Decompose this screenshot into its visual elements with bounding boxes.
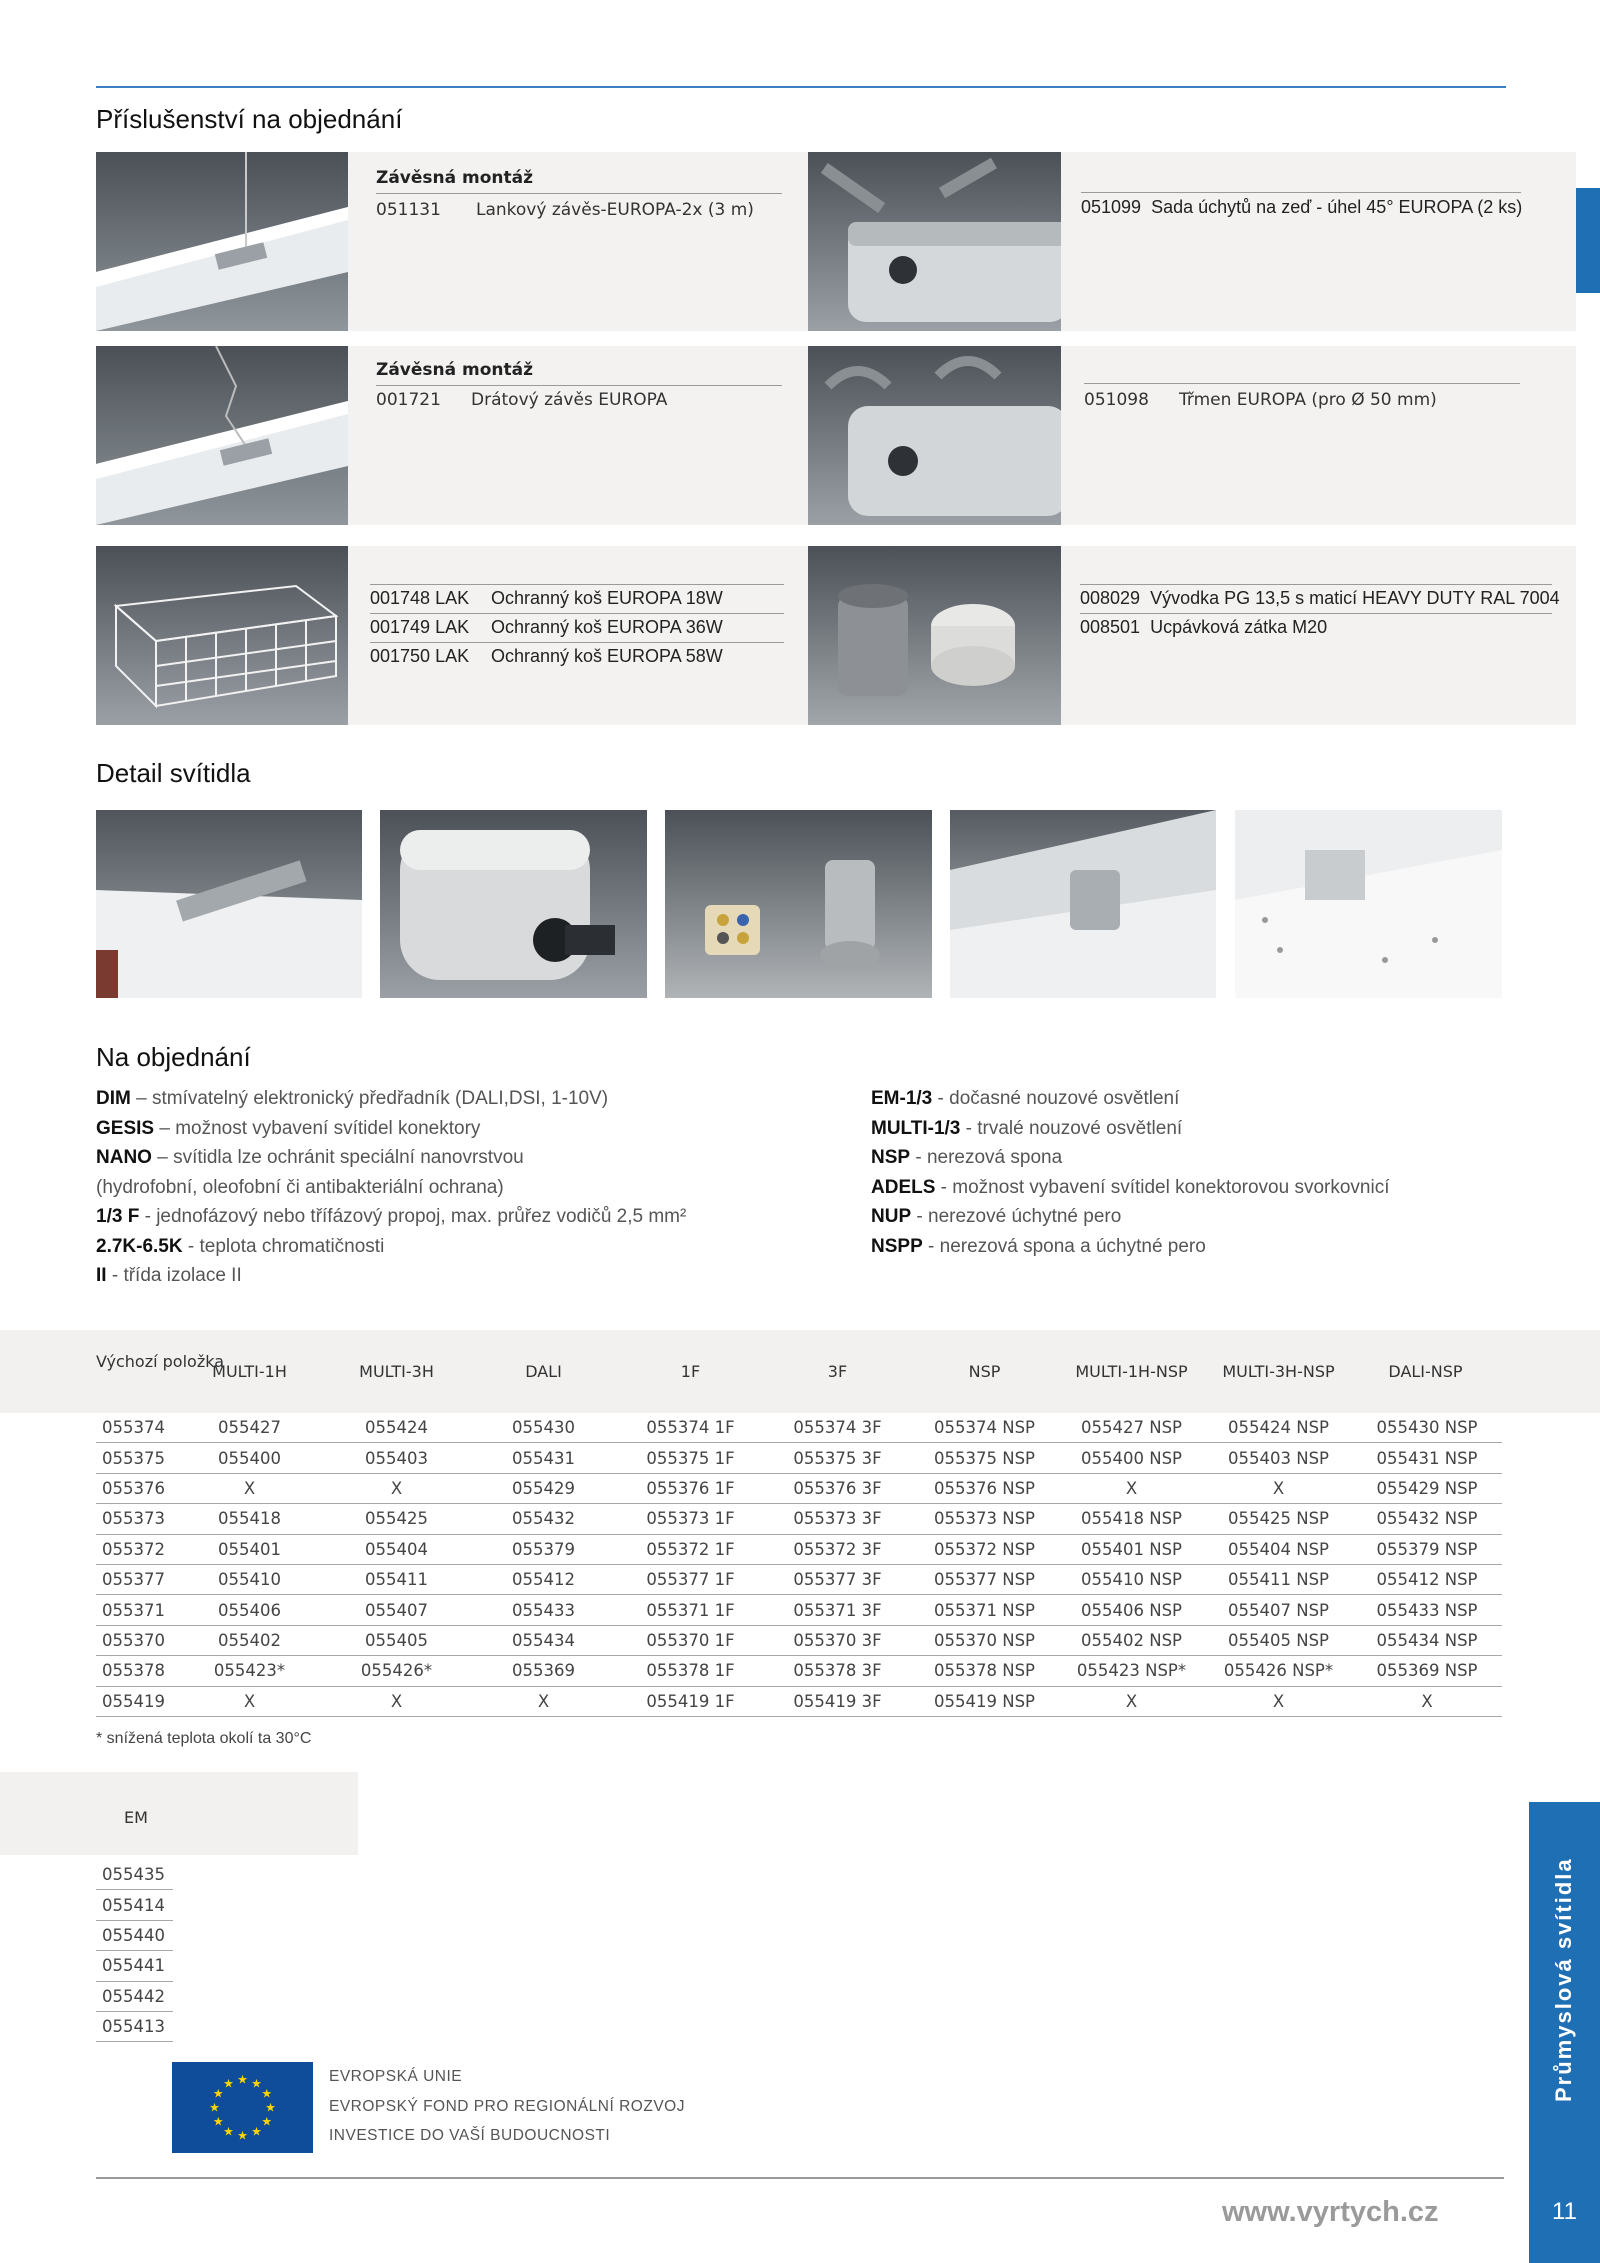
table-cell: 055426*	[323, 1656, 470, 1686]
suspension-wire-photo	[96, 346, 348, 525]
eu-star: ★	[237, 2128, 248, 2143]
table-cell: 055426 NSP*	[1205, 1656, 1352, 1686]
product-table	[96, 1413, 1502, 1717]
table-cell: 055370	[96, 1625, 176, 1655]
table-cell: X	[1058, 1686, 1205, 1716]
table-cell: 055374 3F	[764, 1413, 911, 1443]
table-cell: X	[1352, 1686, 1502, 1716]
table-cell: 055410	[176, 1564, 323, 1594]
em-cell: 055435	[96, 1860, 173, 1890]
table-cell: 055370 3F	[764, 1625, 911, 1655]
bracket-photo	[808, 346, 1061, 525]
table-cell: 055372 3F	[764, 1534, 911, 1564]
table-cell: 055374 NSP	[911, 1413, 1058, 1443]
table-cell: 055430	[470, 1413, 617, 1443]
gland-name: Vývodka PG 13,5 s maticí HEAVY DUTY RAL 7004	[1150, 588, 1560, 608]
legend-item: II - třída izolace II	[96, 1265, 242, 1286]
table-cell: 055369 NSP	[1352, 1656, 1502, 1686]
em-header: EM	[124, 1808, 148, 1827]
table-cell: 055371 NSP	[911, 1595, 1058, 1625]
bracket-name: Třmen EUROPA (pro Ø 50 mm)	[1179, 390, 1437, 410]
suspension1-item	[376, 200, 754, 220]
table-cell: 055427	[176, 1413, 323, 1443]
table-cell: 055410 NSP	[1058, 1564, 1205, 1594]
table-cell: 055376 3F	[764, 1473, 911, 1503]
table-cell: X	[176, 1686, 323, 1716]
legend-item: NANO – svítidla lze ochránit speciální nanovrstvou	[96, 1147, 524, 1168]
side-category-label: Průmyslová svítidla	[1551, 1857, 1576, 2102]
eu-star: ★	[251, 2076, 262, 2091]
table-cell: 055423*	[176, 1656, 323, 1686]
table-cell: 055403	[323, 1443, 470, 1473]
table-cell: 055370 NSP	[911, 1625, 1058, 1655]
table-cell: 055371	[96, 1595, 176, 1625]
table-cell: 055434	[470, 1625, 617, 1655]
table-cell: 055375	[96, 1443, 176, 1473]
table-cell: X	[323, 1473, 470, 1503]
table-cell: X	[1058, 1473, 1205, 1503]
eu-flag	[172, 2062, 313, 2153]
table-cell: X	[470, 1686, 617, 1716]
table-cell: 055402	[176, 1625, 323, 1655]
detail-photo-latch	[950, 810, 1216, 998]
table-cell: 055378 1F	[617, 1656, 764, 1686]
baskets-list	[370, 584, 784, 671]
table-cell: 055378	[96, 1656, 176, 1686]
legend-item: DIM – stmívatelný elektronický předřadník (DALI,DSI, 1-10V)	[96, 1088, 609, 1109]
table-cell: 055425	[323, 1504, 470, 1534]
table-cell: 055376 1F	[617, 1473, 764, 1503]
table-cell: 055377 NSP	[911, 1564, 1058, 1594]
detail-photo-connector	[665, 810, 932, 998]
table-cell: 055374	[96, 1413, 176, 1443]
table-cell: 055374 1F	[617, 1413, 764, 1443]
table-cell: 055432 NSP	[1352, 1504, 1502, 1534]
basket-code: 001750 LAK	[370, 646, 470, 666]
table-cell: 055372	[96, 1534, 176, 1564]
table-cell: 055406 NSP	[1058, 1595, 1205, 1625]
table-row	[96, 1595, 1502, 1625]
table-cell: 055423 NSP*	[1058, 1656, 1205, 1686]
table-header-cell: MULTI-3H-NSP	[1222, 1362, 1335, 1381]
table-cell: 055376 NSP	[911, 1473, 1058, 1503]
table-header-cell: MULTI-3H	[359, 1362, 434, 1381]
table-cell: 055403 NSP	[1205, 1443, 1352, 1473]
eu-star: ★	[223, 2124, 234, 2139]
basket-item	[370, 643, 784, 671]
table-cell: 055407 NSP	[1205, 1595, 1352, 1625]
table-header-cell: 3F	[827, 1362, 848, 1381]
table-cell: 055419 3F	[764, 1686, 911, 1716]
legend-item: 2.7K-6.5K - teplota chromatičnosti	[96, 1235, 385, 1257]
gland-item	[1080, 614, 1552, 642]
table-cell: 055373	[96, 1504, 176, 1534]
table-cell: 055424	[323, 1413, 470, 1443]
table-row	[96, 1413, 1502, 1443]
table-cell: 055411 NSP	[1205, 1564, 1352, 1594]
wallset-name: Sada úchytů na zeď - úhel 45° EUROPA (2 ks)	[1151, 197, 1523, 217]
table-cell: 055373 NSP	[911, 1504, 1058, 1534]
table-cell: 055418	[176, 1504, 323, 1534]
table-cell: 055377 1F	[617, 1564, 764, 1594]
legend-item: (hydrofobní, oleofobní či antibakteriální ochrana)	[96, 1176, 504, 1198]
gland-code: 008501	[1080, 617, 1141, 637]
table-cell: X	[1205, 1473, 1352, 1503]
table-header-cell: MULTI-1H	[212, 1362, 287, 1381]
table-header-cell: 1F	[680, 1362, 701, 1381]
suspension1-code: 051131	[376, 200, 441, 220]
table-cell: 055372 1F	[617, 1534, 764, 1564]
table-cell: 055372 NSP	[911, 1534, 1058, 1564]
table-cell: 055371 1F	[617, 1595, 764, 1625]
table-cell: 055424 NSP	[1205, 1413, 1352, 1443]
table-cell: 055412 NSP	[1352, 1564, 1502, 1594]
bracket-item	[1084, 383, 1520, 410]
table-cell: 055402 NSP	[1058, 1625, 1205, 1655]
eu-star: ★	[251, 2124, 262, 2139]
table-header-cell: Výchozí položka	[96, 1352, 225, 1371]
eu-star: ★	[261, 2114, 273, 2129]
basket-name: Ochranný koš EUROPA 36W	[491, 617, 723, 637]
eu-star: ★	[237, 2072, 248, 2087]
table-cell: X	[1205, 1686, 1352, 1716]
detail-photo-endcap	[380, 810, 647, 998]
table-cell: 055407	[323, 1595, 470, 1625]
table-row	[96, 1473, 1502, 1503]
table-cell: 055371 3F	[764, 1595, 911, 1625]
table-cell: 055429 NSP	[1352, 1473, 1502, 1503]
wall-bracket-photo	[808, 152, 1061, 331]
table-cell: 055370 1F	[617, 1625, 764, 1655]
basket-code: 001748 LAK	[370, 588, 470, 608]
table-cell: 055431	[470, 1443, 617, 1473]
gland-item	[1080, 585, 1560, 614]
table-cell: 055401 NSP	[1058, 1534, 1205, 1564]
table-cell: 055429	[470, 1473, 617, 1503]
table-cell: 055404 NSP	[1205, 1534, 1352, 1564]
suspension1-name: Lankový závěs-EUROPA-2x (3 m)	[476, 200, 754, 220]
table-row	[96, 1443, 1502, 1473]
table-cell: 055433 NSP	[1352, 1595, 1502, 1625]
em-cell: 055414	[96, 1890, 173, 1920]
eu-star: ★	[209, 2100, 220, 2115]
table-cell: 055375 1F	[617, 1443, 764, 1473]
suspension1-group: Závěsná montáž	[376, 168, 782, 194]
table-header-cell: MULTI-1H-NSP	[1075, 1362, 1188, 1381]
suspension2-code: 001721	[376, 390, 441, 410]
em-table	[96, 1860, 173, 2042]
em-row	[96, 1951, 173, 1981]
table-row	[96, 1656, 1502, 1686]
table-header-cell: NSP	[968, 1362, 1001, 1381]
em-row	[96, 1860, 173, 1890]
legend-item: GESIS – možnost vybavení svítidel konektory	[96, 1117, 481, 1139]
basket-name: Ochranný koš EUROPA 18W	[491, 588, 723, 608]
table-cell: X	[323, 1686, 470, 1716]
cable-gland-photo	[808, 546, 1061, 725]
table-cell: 055419 NSP	[911, 1686, 1058, 1716]
table-cell: 055404	[323, 1534, 470, 1564]
eu-line: EVROPSKÁ UNIE	[329, 2068, 463, 2085]
em-row	[96, 1981, 173, 2011]
website-url[interactable]: www.vyrtych.cz	[1222, 2196, 1439, 2228]
table-cell: 055378 3F	[764, 1656, 911, 1686]
basket-item	[370, 585, 784, 614]
eu-text	[329, 2062, 685, 2151]
order-title: Na objednání	[96, 1042, 251, 1072]
em-row	[96, 1890, 173, 1920]
bracket-code: 051098	[1084, 390, 1149, 410]
table-row	[96, 1564, 1502, 1594]
table-cell: 055401	[176, 1534, 323, 1564]
glands-list	[1080, 584, 1560, 642]
table-row	[96, 1504, 1502, 1534]
legend-item: NUP - nerezové úchytné pero	[871, 1206, 1122, 1227]
detail-photo-clip	[96, 810, 362, 998]
em-row	[96, 2011, 173, 2041]
eu-star: ★	[265, 2100, 276, 2115]
table-cell: 055406	[176, 1595, 323, 1625]
table-cell: 055430 NSP	[1352, 1413, 1502, 1443]
legend-item: ADELS - možnost vybavení svítidel konektorovou svorkovnicí	[871, 1176, 1390, 1198]
top-divider	[96, 86, 1506, 88]
suspension-cable-photo	[96, 152, 348, 331]
table-row	[96, 1686, 1502, 1716]
basket-name: Ochranný koš EUROPA 58W	[491, 646, 723, 666]
legend-item: EM-1/3 - dočasné nouzové osvětlení	[871, 1088, 1180, 1109]
suspension2-item	[376, 390, 667, 410]
basket-item	[370, 614, 784, 643]
table-header-cell: DALI-NSP	[1388, 1362, 1463, 1381]
detail-photo-interior	[1235, 810, 1502, 998]
legend-item: 1/3 F - jednofázový nebo třífázový propoj, max. průřez vodičů 2,5 mm²	[96, 1206, 687, 1227]
suspension2-group: Závěsná montáž	[376, 360, 782, 386]
table-cell: 055418 NSP	[1058, 1504, 1205, 1534]
legend-item: MULTI-1/3 - trvalé nouzové osvětlení	[871, 1117, 1183, 1139]
table-cell: 055412	[470, 1564, 617, 1594]
table-footnote: * snížená teplota okolí ta 30°C	[96, 1730, 312, 1747]
basket-code: 001749 LAK	[370, 617, 470, 637]
table-cell: 055369	[470, 1656, 617, 1686]
basket-photo	[96, 546, 348, 725]
suspension2-name: Drátový závěs EUROPA	[471, 390, 668, 410]
table-cell: 055434 NSP	[1352, 1625, 1502, 1655]
eu-star: ★	[261, 2086, 273, 2101]
table-cell: 055419 1F	[617, 1686, 764, 1716]
table-cell: 055377 3F	[764, 1564, 911, 1594]
table-cell: 055373 3F	[764, 1504, 911, 1534]
em-cell: 055440	[96, 1920, 173, 1950]
table-row	[96, 1625, 1502, 1655]
table-cell: 055377	[96, 1564, 176, 1594]
wallset-item	[1081, 192, 1521, 218]
table-cell: 055375 3F	[764, 1443, 911, 1473]
bottom-divider	[96, 2177, 1504, 2179]
legend-item: NSP - nerezová spona	[871, 1147, 1063, 1168]
order-legend-left	[96, 1084, 856, 1291]
em-cell: 055441	[96, 1951, 173, 1981]
table-cell: 055405 NSP	[1205, 1625, 1352, 1655]
em-cell: 055413	[96, 2011, 173, 2041]
accessories-title: Příslušenství na objednání	[96, 104, 403, 134]
wallset-code: 051099	[1081, 197, 1142, 217]
eu-line: INVESTICE DO VAŠÍ BUDOUCNOSTI	[329, 2127, 611, 2144]
gland-name: Ucpávková zátka M20	[1150, 617, 1328, 637]
table-cell: 055419	[96, 1686, 176, 1716]
table-cell: 055433	[470, 1595, 617, 1625]
eu-line: EVROPSKÝ FOND PRO REGIONÁLNÍ ROZVOJ	[329, 2097, 685, 2115]
eu-star: ★	[212, 2086, 224, 2101]
page-number: 11	[1552, 2198, 1577, 2225]
table-row	[96, 1534, 1502, 1564]
table-cell: 055411	[323, 1564, 470, 1594]
table-cell: 055405	[323, 1625, 470, 1655]
table-cell: 055376	[96, 1473, 176, 1503]
table-cell: 055378 NSP	[911, 1656, 1058, 1686]
eu-star: ★	[223, 2076, 234, 2091]
table-cell: 055427 NSP	[1058, 1413, 1205, 1443]
em-row	[96, 1920, 173, 1950]
table-cell: 055432	[470, 1504, 617, 1534]
table-cell: 055375 NSP	[911, 1443, 1058, 1473]
table-cell: 055373 1F	[617, 1504, 764, 1534]
table-cell: X	[176, 1473, 323, 1503]
table-header-cell: DALI	[525, 1362, 562, 1381]
table-header	[96, 1330, 1506, 1413]
em-cell: 055442	[96, 1981, 173, 2011]
side-category-tab	[1529, 1802, 1600, 2263]
table-cell: 055400	[176, 1443, 323, 1473]
table-cell: 055431 NSP	[1352, 1443, 1502, 1473]
gland-code: 008029	[1080, 588, 1141, 608]
legend-item: NSPP - nerezová spona a úchytné pero	[871, 1235, 1206, 1257]
order-legend-right	[871, 1084, 1511, 1261]
table-cell: 055400 NSP	[1058, 1443, 1205, 1473]
detail-title: Detail svítidla	[96, 758, 251, 788]
table-cell: 055379 NSP	[1352, 1534, 1502, 1564]
table-cell: 055379	[470, 1534, 617, 1564]
table-cell: 055425 NSP	[1205, 1504, 1352, 1534]
eu-star: ★	[212, 2114, 224, 2129]
